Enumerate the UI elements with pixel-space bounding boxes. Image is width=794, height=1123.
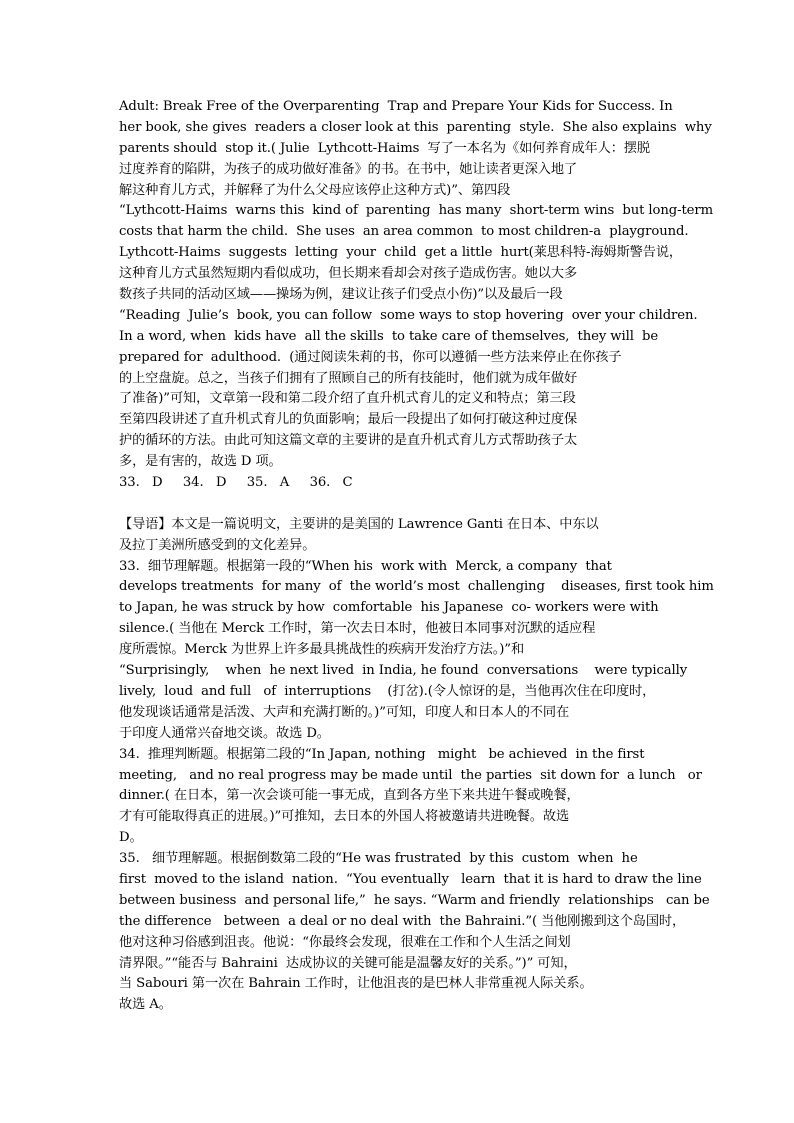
text-line: 35. 细节理解题。根据倒数第二段的“He was frustrated by this custom when he [119,851,638,867]
text-line: “Lythcott-Haims warns this kind of parenting has many short-term wins but long-term [119,203,713,219]
text-line: meeting, and no real progress may be made until the parties sit down for a lunch or [119,767,702,783]
text-line: develops treatments for many of the world’s most challenging diseases, first took him [119,579,714,595]
text-line: 33. 细节理解题。根据第一段的“When his work with Merck, a company that [119,558,612,574]
text-line: silence.( 当他在 Merck 工作时，第一次去日本时，他被日本同事对沉默的适应程 [119,621,596,637]
text-line: prepared for adulthood. (通过阅读朱莉的书，你可以遵循一些方法来停止在你孩子 [119,349,622,365]
text-line: 他对这种习俗感到沮丧。他说：“你最终会发现，很难在工作和个人生活之间划 [119,934,571,950]
text-line: 清界限。”“能否与 Bahraini 达成协议的关键可能是温馨友好的关系。”)” 可知， [119,955,577,971]
text-line: 解这种育儿方式，并解释了为什么父母应该停止这种方式)”、第四段 [119,182,511,198]
text-line: the difference between a deal or no deal with the Bahraini.”( 当他刚搬到这个岛国时， [119,913,686,929]
text-line: Adult: Break Free of the Overparenting Trap and Prepare Your Kids for Success. In [119,99,673,114]
text-line: dinner.( 在日本，第一次会谈可能一事无成，直到各方坐下来共进午餐或晚餐， [119,788,580,804]
answer-key-line: 33. D 34. D 35. A 36. C [119,475,353,491]
text-line: 【导语】本文是一篇说明文，主要讲的是美国的 Lawrence Ganti 在日本、中东以 [119,516,599,532]
text-line: In a word, when kids have all the skills to take care of themselves, they will be [119,328,659,344]
paragraph-spacer [119,494,679,515]
text-line: “Surprisingly, when he next lived in India, he found conversations were typically [119,663,688,679]
text-line: parents should stop it.( Julie Lythcott-Haims 写了一本名为《如何养育成年人：摆脱 [119,140,650,156]
text-line: 至第四段讲述了直升机式育儿的负面影响；最后一段提出了如何打破这种过度保 [119,412,578,428]
text-line: costs that harm the child. She uses an area common to most children-a playground. [119,224,689,240]
text-line: 故选 A。 [119,997,172,1013]
text-line: 当 Sabouri 第一次在 Bahrain 工作时，让他沮丧的是巴林人非常重视人际关系。 [119,976,593,992]
text-line: 及拉丁美洲所感受到的文化差异。 [119,537,316,553]
answer-explanation-section [119,97,713,494]
text-line: to Japan, he was struck by how comfortable his Japanese co- workers were with [119,600,659,616]
text-line: 他发现谈话通常是活泼、大声和充满打断的。)”可知，印度人和日本人的不同在 [119,704,570,720]
text-line: 这种育儿方式虽然短期内看似成功，但长期来看却会对孩子造成伤害。她以大多 [119,266,578,282]
text-line: 过度养育的陷阱，为孩子的成功做好准备》的书。在书中，她让读者更深入地了 [119,161,578,177]
text-line: “Reading Julie’s book, you can follow some ways to stop hovering over your children. [119,307,698,323]
text-line: 的上空盘旋。总之，当孩子们拥有了照顾自己的所有技能时，他们就为成年做好 [119,370,578,386]
text-line: Lythcott-Haims suggests letting your child get a little hurt(莱思科特-海姆斯警告说， [119,245,683,261]
text-line: 才有可能取得真正的进展。)”可推知，去日本的外国人将被邀请共进晚餐。故选 [119,809,570,825]
text-line: D。 [119,830,143,846]
text-line: between business and personal life,” he says. “Warm and friendly relationships can be [119,892,710,908]
reading-analysis-section [119,515,714,1016]
text-line: 护的循环的方法。由此可知这篇文章的主要讲的是直升机式育儿方式帮助孩子太 [119,433,578,449]
text-line: 度所震惊。Merck 为世界上许多最具挑战性的疾病开发治疗方法。)”和 [119,642,525,658]
text-line: her book, she gives readers a closer look at this parenting style. She also explains why [119,119,712,135]
text-line: 多，是有害的，故选 D 项。 [119,454,282,470]
text-line: first moved to the island nation. “You eventually learn that it is hard to draw the line [119,871,702,887]
text-line: lively, loud and full of interruptions (打岔).(令人惊讶的是，当他再次住在印度时， [119,683,656,699]
text-line: 数孩子共同的活动区域——操场为例，建议让孩子们受点小伤)”以及最后一段 [119,287,563,303]
document-page [119,97,714,1016]
text-line: 于印度人通常兴奋地交谈。故选 D。 [119,725,330,741]
text-line: 了准备)”可知，文章第一段和第二段介绍了直升机式育儿的定义和特点；第三段 [119,391,576,407]
text-line: 34. 推理判断题。根据第二段的“In Japan, nothing might be achieved in the first [119,746,645,762]
